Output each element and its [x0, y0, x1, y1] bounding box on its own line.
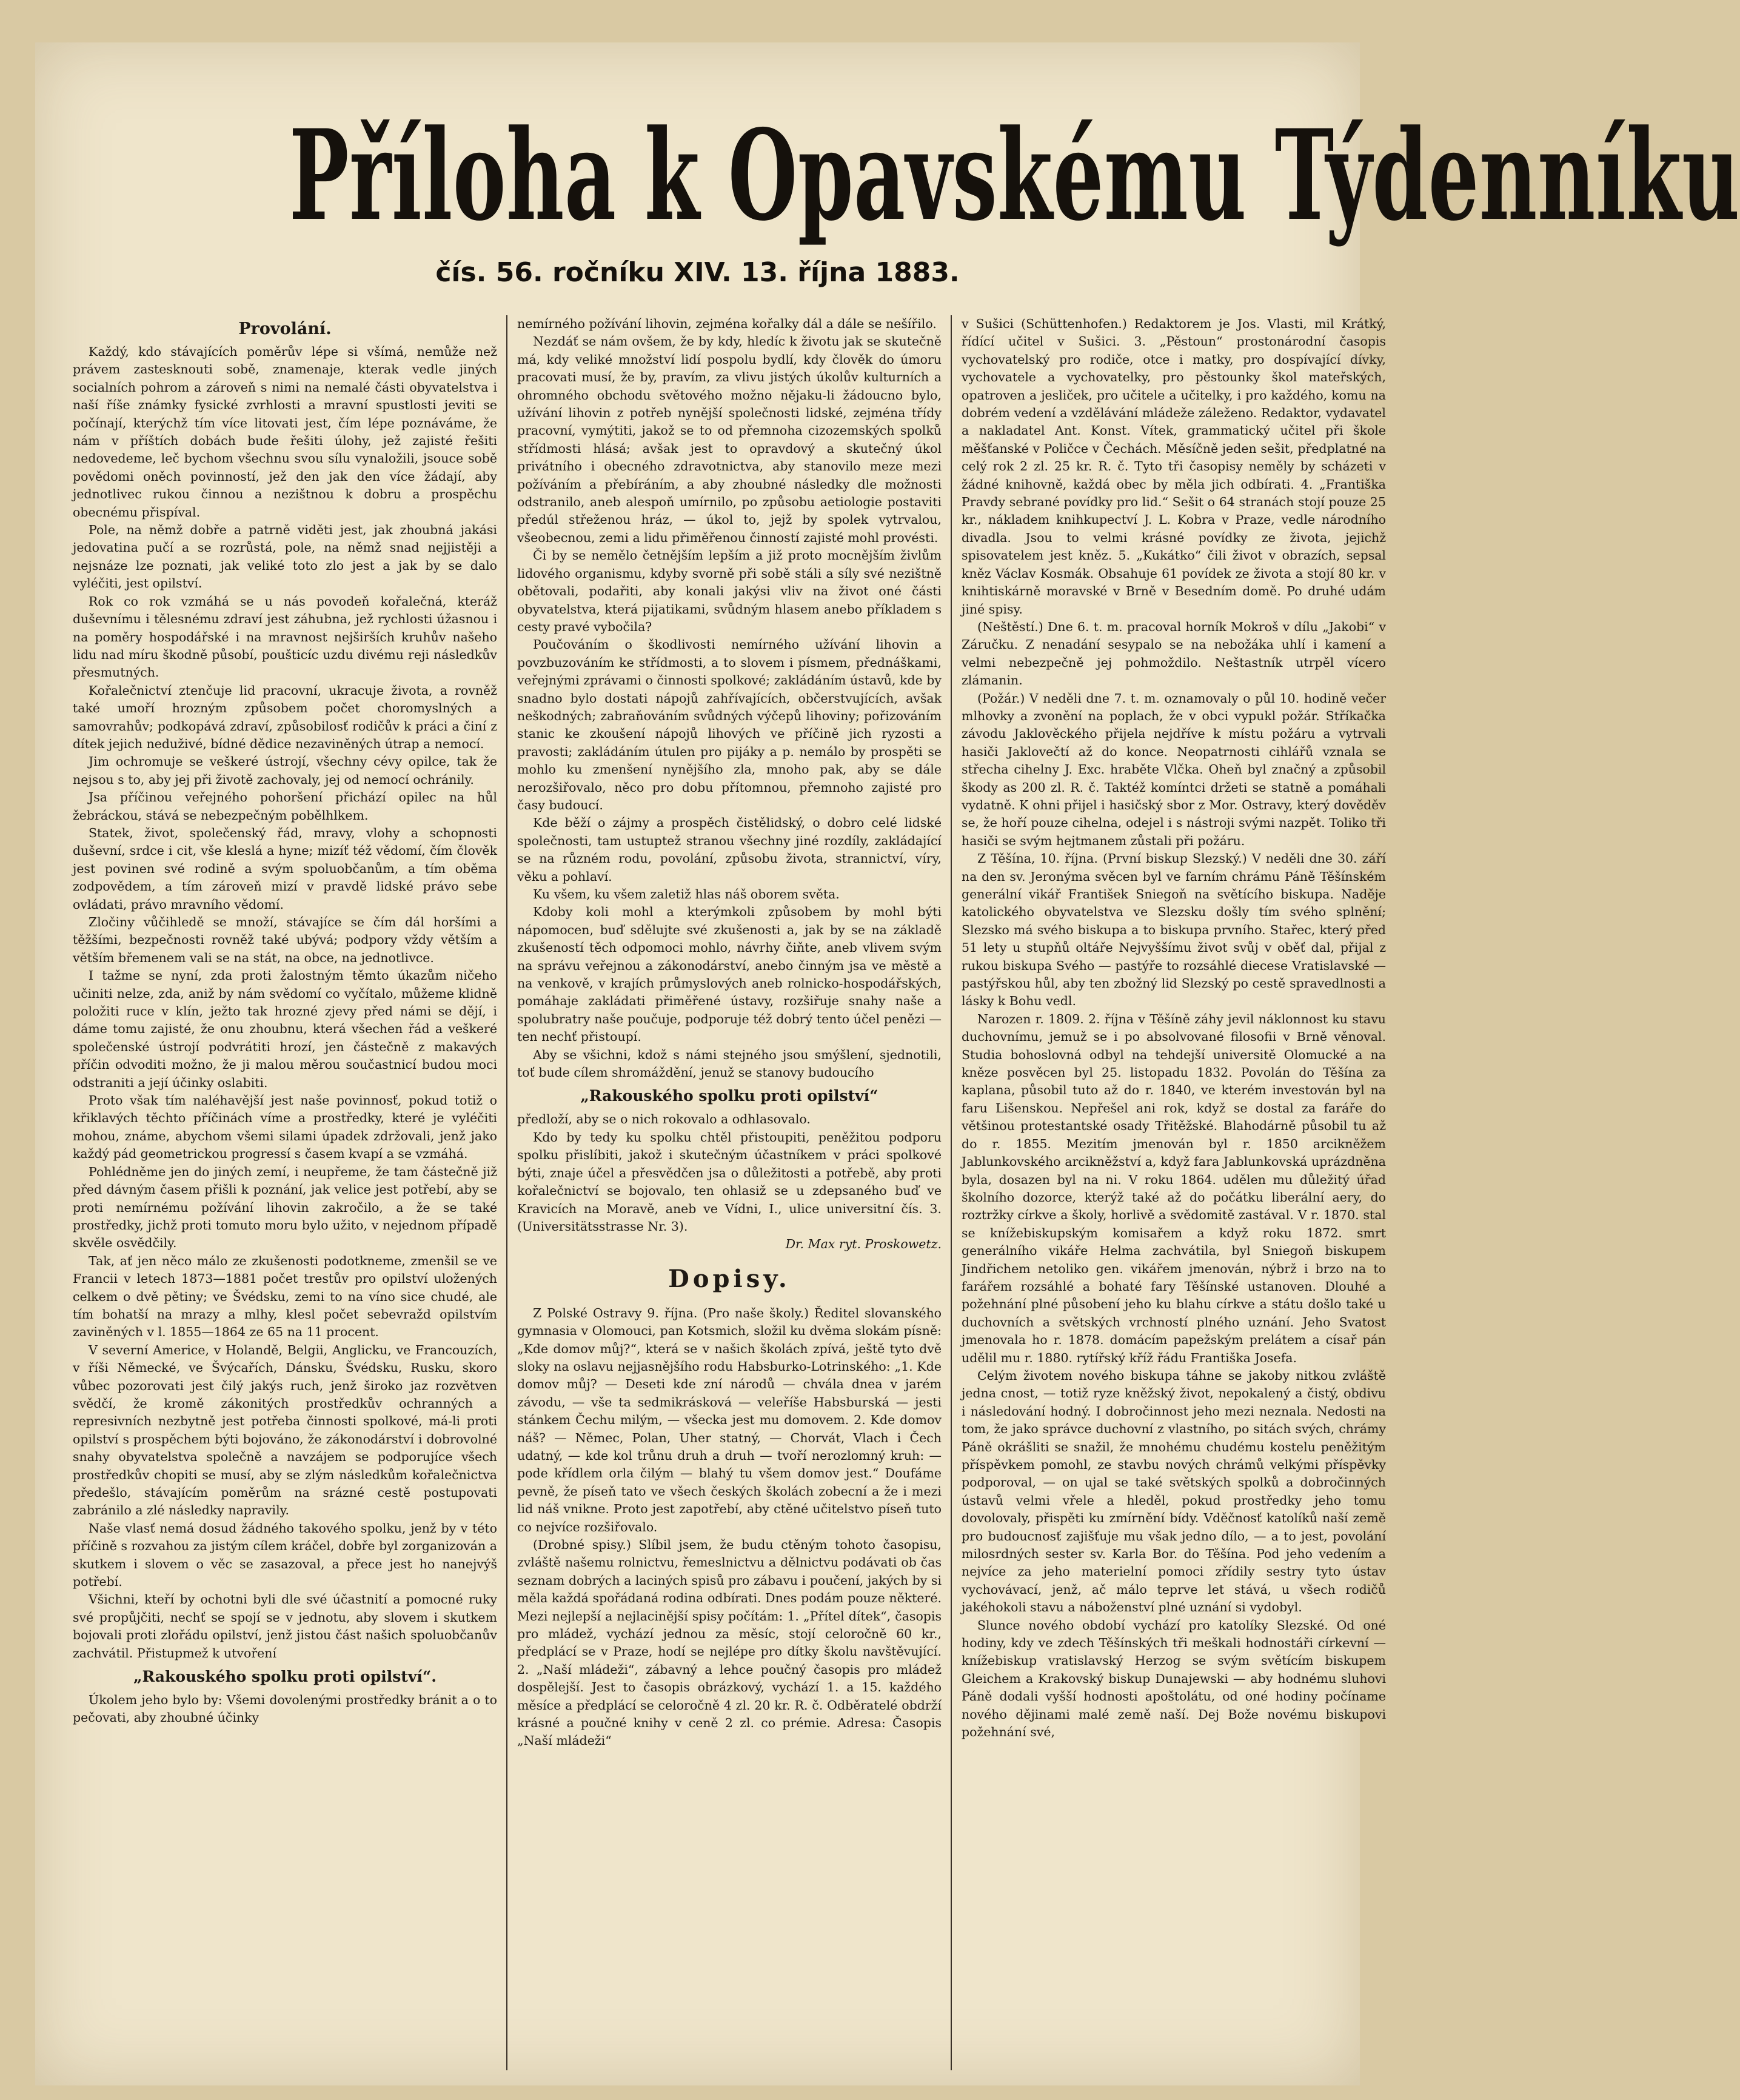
paragraph: Aby se všichni, kdož s námi stejného jsou smýšlení, sjednotili, toť bude cílem shromáždění, jenuž se stanovy budoucího — [517, 1047, 942, 1080]
paragraph: předloží, aby se o nich rokovalo a odhlasovalo. — [517, 1112, 811, 1127]
newspaper-title: Příloha k Opavskému Týdenníku — [289, 103, 1740, 249]
paragraph: nemírného požívání lihovin, zejména kořalky dál a dále se nešířilo. — [517, 316, 937, 331]
newspaper-page — [35, 42, 1740, 2085]
paragraph: Všichni, kteří by ochotni byli dle své účastnití a pomocné ruky své propůjčiti, nechť se spojí se v jednotu, aby slovem i skutkem bojovali proti zlořádu opilství, jenž jistou část našich spoluobčanův zachvátil. Přistupmež k utvoření — [73, 1592, 497, 1660]
paragraph: Tak, ať jen něco málo ze zkušenosti podotkneme, zmenšil se ve Francii v letech 1873—1881 počet trestův pro opilství uložených celkem o dvě pětiny; ve Švédsku, zemi to na víno sice chudé, ale tím bohatší na mrazy a mlhy, klesl počet sebevražd opilstvím zaviněných v l. 1855—1864 ze 65 na 11 procent. — [73, 1253, 497, 1340]
paragraph: Rok co rok vzmáhá se u nás povodeň kořalečná, kteráž duševnímu i tělesnému zdraví jest záhubna, jež rychlosti úžasnou i na poměry hospodářské i na mravnost nejširších kruhův našeho lidu nad míru škodně působí, poušticíc uzdu divému reji následkův přesmutných. — [73, 594, 497, 680]
paragraph: Narozen r. 1809. 2. října v Těšíně záhy jevil náklonnost ku stavu duchovnímu, jemuž se i po absolvované filosofii v Brně věnoval. Studia bohoslovná odbyl na tehdejší universitě Olomucké a na kněze posvěcen byl 25. listopadu 1832. Povolán do Těšína za kaplana, působil tuto až do r. 1840, ve kterém investován byl na faru Lišenskou. Nepřešel ani rok, když se dostal za faráře do většinou protestantské osady Třitěžské. Blahodárně působil tu až do r. 1855. Mezitím jmenován byl r. 1850 arcikněžem Jablunkovského arcikněžství a, když fara Jablunkovská uprázdněna byla, dosazen byl na ni. V roku 1864. udělen mu důležitý úřad školního dozorce, kterýž také až do počátku liberální aery, do roztržky církve a školy, horlivě a svědomitě zastával. V r. 1870. stal se knížebiskupským komisařem a když roku 1872. smrt generálního vikáře Helma zachvátila, byl Sniegoň biskupem Jindřichem netoliko gen. vikářem jmenován, nýbrž i brzo na to farářem rozsáhlé a bohaté fary Těšínské ustanoven. Dlouhé a požehnání plné působení jeho ku blahu církve a státu došlo také u duchovních a světských vrchností plného uznání. Jeho Svatost jmenovala ho r. 1878. domácím papežským prelátem a císař pán udělil mu r. 1880. rytířský kříž řádu Františka Josefa. — [962, 1011, 1386, 1365]
paragraph: Ku všem, ku všem zaletiž hlas náš oborem světa. — [533, 887, 840, 901]
paragraph: Či by se nemělo četnějším lepším a již proto mocnějším živlům lidového organismu, kdyby svorně při sobě stáli a síly své nezištně obětovali, podařiti, aby konali jakýsi vliv na život oné části obyvatelstva, která pijatikami, svůdným hlasem anebo příkladem s cesty pravé vybočila? — [517, 548, 942, 634]
paragraph: Každý, kdo stávajících poměrův lépe si všímá, nemůže než právem zastesknouti sobě, znamenaje, kterak vedle jiných socialních pohrom a zároveň s nimi na nemalé části obyvatelstva i naší říše známky fysické zvrhlosti a mravní spustlosti jeviti se počínají, kterýchž tím více litovati jest, čím lépe poznáváme, že nám v příštích dobách bude řešiti úlohy, jež zajisté řešiti nedovedeme, leč bychom všechnu svou sílu vynaložili, jsouce sobě povědomi oněch povinností, jež den jak den více žádají, aby jednotlivec rukou činnou a nezištnou k dobru a prospěchu obecnému přispíval. — [73, 344, 497, 520]
paragraph: Jim ochromuje se veškeré ústrojí, všechny cévy opilce, tak že nejsou s to, aby jej při životě zachovaly, jej od nemocí ochránily. — [73, 754, 497, 787]
issue-line: čís. 56. ročníku XIV. 13. října 1883. — [435, 257, 960, 288]
paragraph: Celým životem nového biskupa táhne se jakoby nitkou zvláště jedna cnost, — totiž ryze kněžský život, nepokalený a čistý, obdivu i následování hodný. I dobročinnost jeho mezi neznala. Nedosti na tom, že jako správce duchovní z vlastního, po sitách svých, chrámy Páně okrášliti se snažil, že mnohému chudému kostelu peněžitým příspěvkem pomohl, ze stavbu nových chrámů velkými příspěvky podporoval, — on ujal se také světských spolků a dobročinných ústavů velmi vřele a hleděl, pokud prostředky jeho tomu dovolovaly, přispěti ku zmírnění bídy. Vděčnosť katolíků naší země pro budoucnosť zajišťuje mu však jedno dílo, — a to jest, povolání milosrdných sester sv. Karla Bor. do Těšína. Pod jeho vedením a nejvíce za jeho materielní pomoci zřídily sestry tyto ústav vychovávací, jenž, ač málo teprve let stává, u všech rodičů jakéhokoli stavu a náboženství plné uznání si vydobyl. — [962, 1368, 1386, 1615]
section-heading-dopisy: Dopisy. — [668, 1264, 791, 1293]
paragraph: Slunce nového období vychází pro katolíky Slezské. Od oné hodiny, kdy ve zdech Těšínských tři meškali hodnostáři církevní — knížebiskup vratislavský Herzog se svým světícím biskupem Gleichem a Krakovský biskup Dunajewski — aby hodnému sluhovi Páně dodali vyšší hodnosti apoštolátu, od oné hodiny počíname nového dějinami malé země naší. Dej Bože novému biskupovi požehnání své, — [962, 1617, 1386, 1740]
paragraph: V severní Americe, v Holandě, Belgii, Anglicku, ve Francouzích, v říši Německé, ve Švýcařích, Dánsku, Švédsku, Rusku, skoro vůbec pozorovati jest čilý jakýs ruch, jenž široko jaz rozvětven svědčí, že kromě zákonitých prostředkův ochranných a represivních nezbytně jest potřeba činnosti spolkové, má-li proti opilství s prospěchem býti bojováno, že zákonodárství i dobrovolné snahy obyvatelstva společně a navzájem se podporujíce všech prostředkův chopiti se musí, aby se zlým následkům kořalečnictva předešlo, stávajícím poměrům na srázné cestě postupovati zabránilo a zlé následky napravily. — [73, 1342, 497, 1518]
paragraph: v Sušici (Schüttenhofen.) Redaktorem je Jos. Vlasti, mil Krátký, řídící učitel v Sušici. 3. „Pěstoun“ prostonárodní časopis vychovatelský pro rodiče, otce i matky, pro dospívající dívky, vychovatele a vychovatelky, pro pěstounky škol mateřských, opatroven a jesliček, pro učitele a učitelky, i pro každého, komu na dobrém vedení a vzdělávání mládeže záleženo. Redaktor, vydavatel a nakladatel Ant. Konst. Vítek, grammatický učitel při škole měšťanské v Poličce v Čechách. Měsíčně jeden sešit, předplatné na celý rok 2 zl. 25 kr. R. č. Tyto tři časopisy neměly by scházeti v žádné knihovně, každá obec by měla jich odbírati. 4. „Františka Pravdy sebrané povídky pro lid.“ Sešit o 64 stranách stojí pouze 25 kr., nákladem knihkupectví J. L. Kobra v Praze, vedle národního divadla. Jsou to velmi krásné povídky ze života, jejichž spisovatelem jest kněz. 5. „Kukátko“ čili život v obrazích, sepsal kněz Václav Kosmák. Obsahuje 61 povídek ze života a stojí 80 kr. v knihtiskárně moravské v Brně v Besedním domě. Po druhé udám jiné spisy. — [962, 316, 1386, 617]
paragraph: Jsa příčinou veřejného pohoršení přichází opilec na hůl žebráckou, stává se nebezpečným pobělhlkem. — [73, 790, 497, 823]
masthead — [35, 42, 1740, 315]
paragraph: Z Těšína, 10. října. (První biskup Slezský.) V neděli dne 30. září na den sv. Jeronýma svěcen byl ve farním chrámu Páně Těšínském generální vikář František Sniegoň na světícího biskupa. Naděje katolického obyvatelstva ve Slezsku došly tím svého splnění; Slezsko má svého biskupa a to biskupa prvního. Stařec, který před 51 lety u stupňů oltáře Nejvyššímu život svůj v oběť dal, přijal z rukou biskupa Svého — pastýře to rozsáhlé diecese Vratislavské — pastýřskou hůl, aby ten zbožný lid Slezský po cestě spravedlnosti a lásky k Bohu vedl. — [962, 851, 1386, 1009]
paragraph: Pohlédněme jen do jiných zemí, i neupřeme, že tam částečně již před dávným časem přišli k poznání, jak velice jest potřebí, aby se proti nemírnému požívání lihovin zakročilo, a že se také prostředky, jichž proti tomuto moru bylo užito, v nejednom případě skvěle osvědčily. — [73, 1164, 497, 1251]
paragraph: Proto však tím naléhavější jest naše povinnosť, pokud totiž o křiklavých těchto příčinách víme a prostředky, které je vyléčiti mohou, známe, abychom všemi silami úpadek zdržovali, jenž jako každý pád geometrickou progressí s časem kvapí a se vzmáhá. — [73, 1093, 497, 1162]
column-rule-left — [506, 315, 507, 2070]
paragraph: Zločiny vůčihledě se množí, stávajíce se čím dál horšími a těžšími, bezpečnosti rovněž také ubývá; podpory vždy větším a větším břemenem vali se na stát, na obce, na jednotlivce. — [73, 915, 497, 965]
signature: Dr. Max ryt. Proskowetz. — [785, 1237, 942, 1252]
paragraph: Kořalečnictví ztenčuje lid pracovní, ukracuje života, a rovněž také umoří hrozným způsobem počet choromyslných a samovrahův; podkopává zdraví, způsobilosť rodičův k práci a činí z dítek jejich neduživé, bídné dědice nezaviněných útrap a nemocí. — [73, 683, 497, 751]
column-rule-right — [951, 315, 952, 2070]
paragraph: Z Polské Ostravy 9. října. (Pro naše školy.) Ředitel slovanského gymnasia v Olomouci, pan Kotsmich, složil ku dvěma slokám písně: „Kde domov můj?“, která se v našich školách zpívá, ještě tyto dvě sloky na oslavu nejjasnějšího rodu Habsburko-Lotrinského: „1. Kde domov můj? — Deseti kde zní národů — chvála dnea v jarém závodu, — vše ta sedmikrásková — veleříše Habsburská — jesti stánkem Čechu milým, — všecka jest mu domovem. 2. Kde domov náš? — Němec, Polan, Uher statný, — Chorvát, Vlach i Čech udatný, — kde kol trůnu druh a druh — tvoří nerozlomný kruh: — pode křídlem orla čilým — blahý tu všem domov jest.“ Doufáme pevně, že píseň tato ve všech českých školách zobecní a že i mezi lid náš vnikne. Proto jest zapotřebí, aby ctěné učitelstvo píseň tuto co nejvíce rozšiřovalo. — [517, 1305, 942, 1534]
paragraph: Kde běží o zájmy a prospěch čistělidský, o dobro celé lidské společnosti, tam ustuptež stranou všechny jiné rozdíly, zakládající se na různém rodu, povolání, způsobu života, strannictví, víry, věku a pohlaví. — [517, 815, 942, 884]
society-subheading: „Rakouského spolku proti opilství“ — [580, 1087, 878, 1105]
paragraph: Pole, na němž dobře a patrně viděti jest, jak zhoubná jakási jedovatina pučí a se rozrůstá, pole, na němž snad nejjistěji a nejsnáze lze poznati, jak veliké toto zlo jest a jak by se dalo vyléčiti, jest opilství. — [73, 523, 497, 591]
paragraph: Kdo by tedy ku spolku chtěl přistoupiti, peněžitou podporu spolku přislíbiti, jakož i skutečným účastníkem v práci spolkové býti, znaje účel a přesvědčen jsa o důležitosti a potřebě, aby proti kořalečnictví se bojovalo, ten ohlasiž se u zdepsaného buď ve Kravicích na Moravě, aneb ve Vídni, I., ulice universitní čís. 3. (Universitätsstrasse Nr. 3). — [517, 1129, 942, 1234]
paragraph: (Požár.) V neděli dne 7. t. m. oznamovaly o půl 10. hodině večer mlhovky a zvonění na poplach, že v obci vypukl požár. Stříkačka závodu Jaklověckého přijela nejdříve k místu požáru a vytrvali hasiči Jaklovečtí až do konce. Neopatrnosti cihlářů vznala se střecha cihelny J. Exc. hraběte Vlčka. Oheň byl značný a způsobil škody as 200 zl. R. č. Taktéž komíntci držeti se statně a pomáhali vydatně. K ohni přijel i hasičský sbor z Mor. Ostravy, který dověděv se, že hoří pouze cihelna, odejel i s nástroji svými nazpět. Toliko tři hasiči se svým hejtmanem zůstali při požáru. — [962, 691, 1386, 848]
paragraph: I tažme se nyní, zda proti žalostným těmto úkazům ničeho učiniti nelze, zda, aniž by nám svědomí co vyčítalo, můžeme klidně položiti ruce v klín, ježto tak hrozné zjevy před námi se dějí, i dáme tomu zajisté, že onu zhoubnu, která všechen řád a veškeré společenské ústrojí podvrátiti hrozí, jen částečně z makavých příčin odvoditi možno, že ji malou měrou součastnicí budou moci odstraniti a její účinky oslabiti. — [73, 968, 497, 1090]
column-2 — [517, 315, 942, 2070]
society-subheading: „Rakouského spolku proti opilství“. — [133, 1668, 437, 1686]
paragraph: Nezdáť se nám ovšem, že by kdy, hledíc k životu jak se skutečně má, kdy veliké množství lidí pospolu bydlí, kdy člověk do úmoru pracovati musí, že by, pravím, za vlivu jistých úkolův kulturních a ohromného obchodu světového možno nějaku-li žádoucno bylo, užívání lihovin z potřeb nynější společnosti lidské, zejména třídy pracovní, vymýtiti, jakož se to od přemnoha cizozemských spolků střídmosti hlásá; avšak jest to opravdový a skutečný úkol privátního i obecného zdravotnictva, aby stanovilo meze mezi požíváním a přebíráním, a aby zhoubné následky dle možnosti odstranilo, aneb alespoň umírnilo, po způsobu aetiologie postaviti předúl střeženou hráz, — úkol to, jejž by spolek vytrvalou, všeobecnou, zemi a lidu přiměřenou činností zajisté mohl provésti. — [517, 334, 942, 545]
column-3 — [962, 315, 1386, 2070]
paragraph: (Neštěstí.) Dne 6. t. m. pracoval horník Mokroš v dílu „Jakobi“ v Záručku. Z nenadání sesypalo se na nebožáka uhlí i kamení a velmi nebezpečně jej pohmoždilo. Neštastník utrpěl vícero zlámanin. — [962, 619, 1386, 688]
paragraph: Poučováním o škodlivosti nemírného užívání lihovin a povzbuzováním ke střídmosti, a to slovem i písmem, přednáškami, veřejnými zprávami o činnosti spolkové; zakládáním ústavů, kde by snadno bylo dostati nápojů zahřívajících, občerstvujících, avšak neškodných; zabraňováním svůdných výčepů lihoviny; pořizováním stanic ke zkoušení nápojů lihových ve příčině jich ryzosti a pravosti; zakládáním útulen pro pijáky a p. nemálo by prospěti se mohlo ku zmenšení nynějšího zla, mnoho pak, aby se dále nerozšiřovalo, něco pro dobu přítomnou, přemnoho zajisté pro časy budoucí. — [517, 637, 942, 812]
paragraph: Kdoby koli mohl a kterýmkoli způsobem by mohl býti nápomocen, buď sdělujte své zkušenosti a, jak by se na základě zkušeností těch odpomoci mohlo, návrhy čiňte, aneb vlivem svým na správu veřejnou a zákonodárství, anebo činným jsa ve městě a na venkově, v krajích průmyslových aneb rolnicko-hospodářských, pomáhaje zakládati přiměřené ústavy, rozšiřuje snahy naše a spolubratry naše poučuje, podporuje též dobrý tento účel penězi — ten nechť přistoupí. — [517, 905, 942, 1045]
paragraph: Úkolem jeho bylo by: Všemi dovolenými prostředky bránit a o to pečovati, aby zhoubné účinky — [73, 1693, 497, 1725]
paragraph: Naše vlasť nemá dosud žádného takového spolku, jenž by v této příčině s rozvahou za jistým cílem kráčel, dobře byl zorganizován a skutkem i slovem o věc se zasazoval, a přece jest ho nanejvýš potřebí. — [73, 1520, 497, 1590]
article-heading-provolani: Provolání. — [238, 319, 332, 338]
paragraph: (Drobné spisy.) Slíbil jsem, že budu ctěným tohoto časopisu, zvláště našemu rolnictvu, řemeslnictvu a dělnictvu podávati ob čas seznam dobrých a laciných spisů pro zábavu i poučení, jakých by si měla každá spořádaná rodina odbírati. Dnes podám pouze některé. Mezi nejlepší a nejlacinější spisy počítám: 1. „Přítel dítek“, časopis pro mládež, vychází jednou za měsíc, stojí celoročně 60 kr., předplácí se v Praze, hodí se nejlépe pro dítky školu navštěvující. 2. „Naší mládeži“, zábavný a lehce poučný časopis pro mládež dospělejší. Jest to časopis obrázkový, vychází 1. a 15. každého měsíce a předplácí se celoročně 4 zl. 20 kr. R. č. Odběratelé obdrží krásné a poučné knihy v ceně 2 zl. co prémie. Adresa: Časopis „Naší mládeži“ — [517, 1537, 942, 1748]
paragraph: Statek, život, společenský řád, mravy, vlohy a schopnosti duševní, srdce i cit, vše kleslá a hyne; mizíť též vědomí, čím člověk jest povinen své rodině a svým spoluobčanům, a tím oběma zodpovědem, a tím zároveň mizí v pravdě lidské právo sebe ovládati, právo mravního vědomí. — [73, 825, 497, 912]
column-1 — [73, 315, 497, 2070]
